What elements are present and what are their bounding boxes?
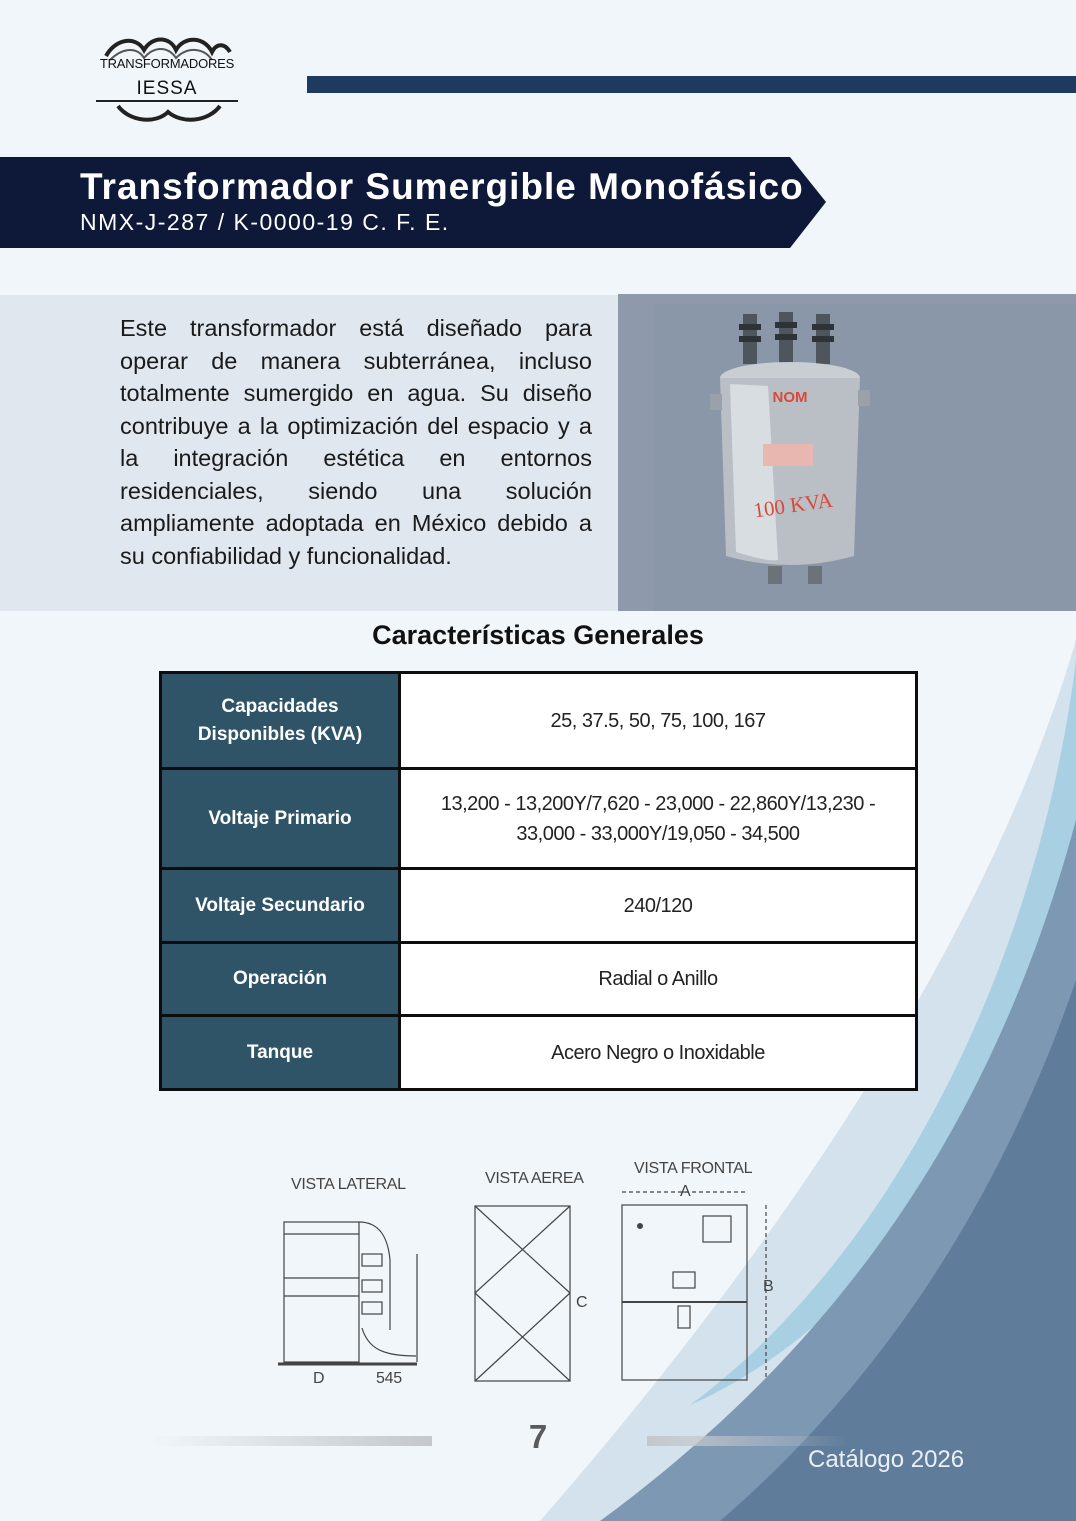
table-row xyxy=(161,769,917,869)
product-photo xyxy=(618,294,1076,611)
spec-label: Voltaje Secundario xyxy=(161,869,400,943)
spec-value: Acero Negro o Inoxidable xyxy=(400,1016,917,1090)
spec-label: Voltaje Primario xyxy=(161,769,400,869)
header-accent-bar xyxy=(307,76,1076,93)
table-row xyxy=(161,943,917,1016)
spec-value: 13,200 - 13,200Y/7,620 - 23,000 - 22,860Y/13,230 - 33,000 - 33,000Y/19,050 - 34,500 xyxy=(400,769,917,869)
dimension-d: D xyxy=(313,1370,325,1387)
dimension-545: 545 xyxy=(376,1370,402,1387)
table-row xyxy=(161,673,917,769)
technical-drawings xyxy=(270,1150,790,1400)
page-number: 7 xyxy=(528,1418,548,1455)
spec-label: Capacidades Disponibles (KVA) xyxy=(161,673,400,769)
page-subtitle: NMX-J-287 / K-0000-19 C. F. E. xyxy=(80,209,450,235)
table-row xyxy=(161,1016,917,1090)
spec-value: 240/120 xyxy=(400,869,917,943)
drawing-label-lateral: VISTA LATERAL xyxy=(291,1176,406,1193)
spec-label: Tanque xyxy=(161,1016,400,1090)
drawing-label-aerea: VISTA AEREA xyxy=(485,1170,584,1187)
table-row xyxy=(161,869,917,943)
spec-value: Radial o Anillo xyxy=(400,943,917,1016)
dimension-c: C xyxy=(576,1294,588,1311)
logo-text-bottom: IESSA xyxy=(136,78,198,99)
drawing-label-frontal: VISTA FRONTAL xyxy=(634,1160,753,1177)
logo-text-top: TRANSFORMADORES xyxy=(99,56,235,71)
photo-label-kva: 100 KVA xyxy=(751,487,835,523)
company-logo xyxy=(96,34,238,126)
dimension-b: B xyxy=(763,1278,774,1295)
page-title: Transformador Sumergible Monofásico xyxy=(80,166,804,207)
spec-label: Operación xyxy=(161,943,400,1016)
specs-table xyxy=(159,671,918,1091)
product-description: Este transformador está diseñado para operar de manera subterránea, incluso totalmente sumergido en agua. Su diseño contribuye a la optimización del espacio y a la integración estética en entornos residenciales, siendo una solución ampliamente adoptada en México debido a su confiabilidad y funcionalidad. xyxy=(120,315,592,569)
catalog-label: Catálogo 2026 xyxy=(808,1446,965,1473)
specs-title: Características Generales xyxy=(372,620,704,650)
dimension-a: A xyxy=(680,1183,691,1200)
photo-label-nom: NOM xyxy=(772,389,808,406)
spec-value: 25, 37.5, 50, 75, 100, 167 xyxy=(400,673,917,769)
